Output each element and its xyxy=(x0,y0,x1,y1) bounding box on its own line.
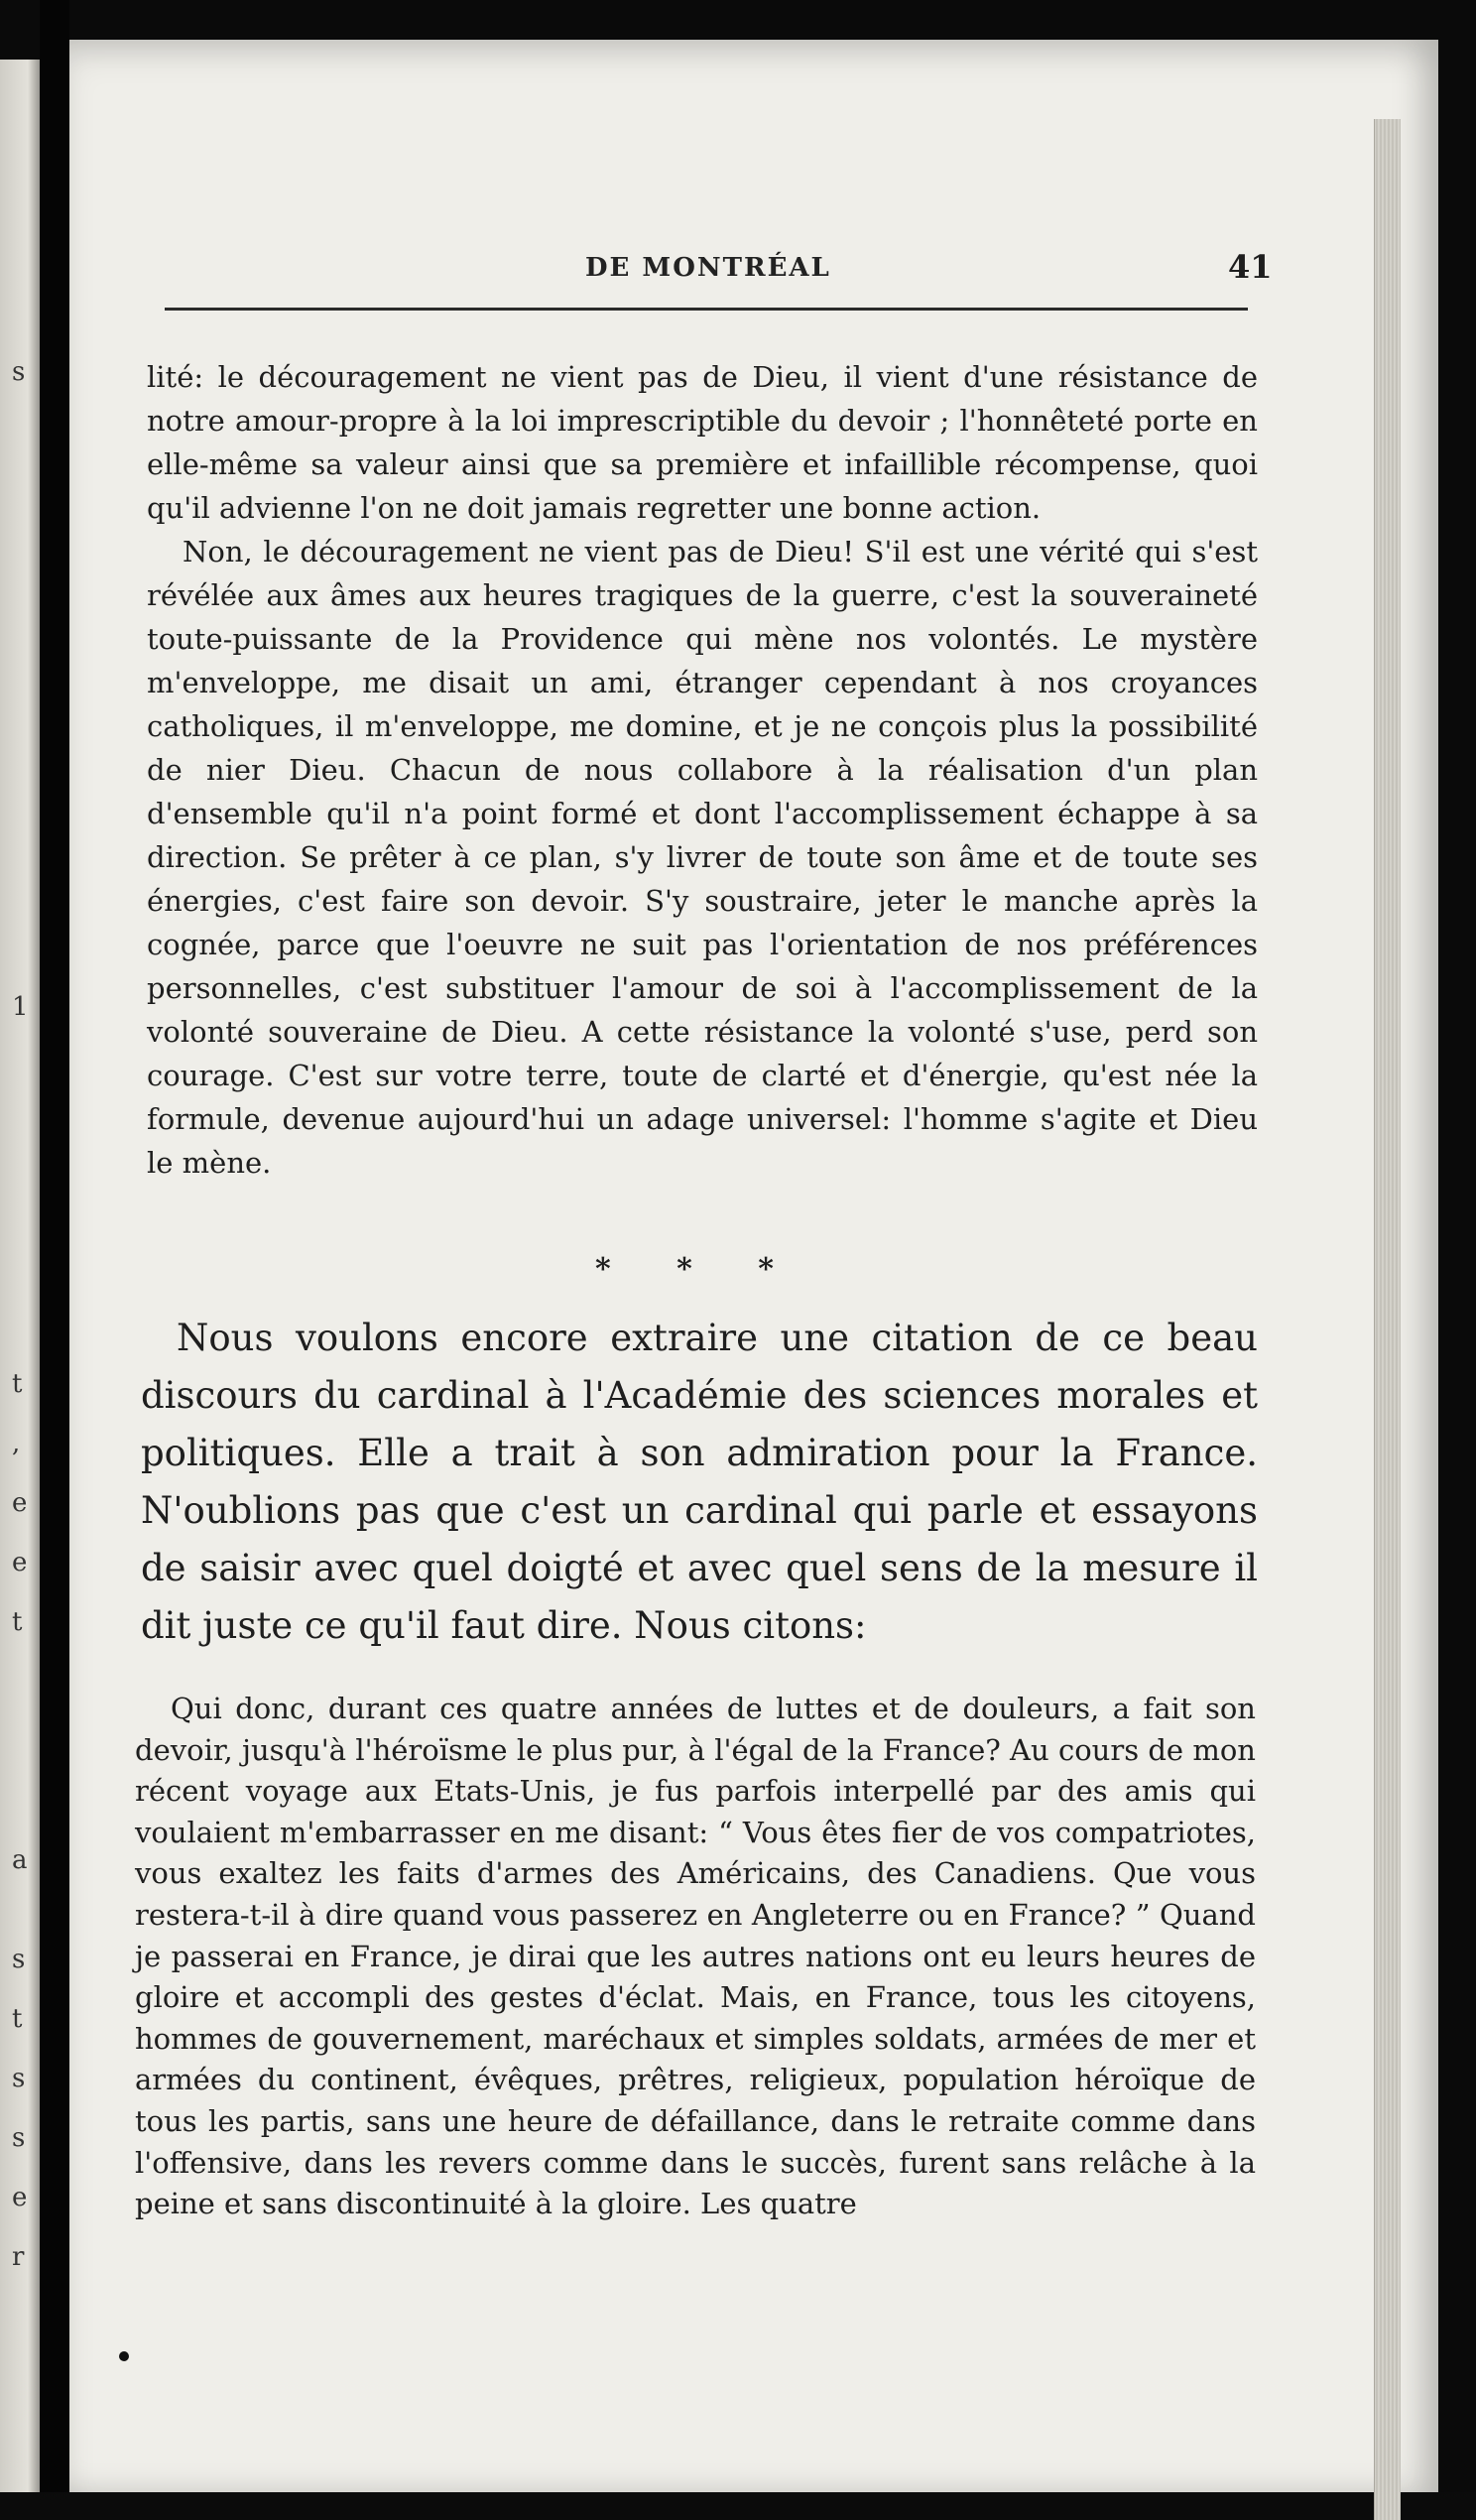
left-page-fragment: e xyxy=(12,1548,28,1577)
left-page-fragment: e xyxy=(12,2183,28,2212)
left-page-fragment: , xyxy=(12,1429,21,1458)
left-page-fragment: a xyxy=(12,1845,28,1875)
left-page-fragment: s xyxy=(12,357,26,387)
speech-excerpt xyxy=(147,355,1258,1185)
left-page-fragment: t xyxy=(12,2004,23,2034)
header-rule xyxy=(165,308,1248,311)
left-page-fragment: s xyxy=(12,2064,26,2093)
commentary-paragraph: Nous voulons encore extraire une citation de ce beau discours du cardinal à l'Académie des sciences morales et politiques. Elle a trait à son admiration pour la France. N'oublions pas que c'est un cardinal qui parle et essayons de saisir avec quel doigté et avec quel sens de la mesure il dit juste ce qu'il faut dire. Nous citons: xyxy=(141,1317,1258,1647)
left-page-fragment: 1 xyxy=(12,992,29,1022)
left-page-fragment: t xyxy=(12,1369,23,1399)
page-edge-stack xyxy=(1374,119,1401,2520)
paragraph: Non, le découragement ne vient pas de Dieu! S'il est une vérité qui s'est révélée aux âmes aux heures tragiques de la guerre, c'est la souveraineté toute-puissante de la Providence qui mène nos volontés. Le mystère m'enveloppe, me disait un ami, étranger cependant à nos croyances catholiques, il m'enveloppe, me domine, et je ne conçois plus la possibilité de nier Dieu. Chacun de nous collabore à la réalisation d'un plan d'ensemble qu'il n'a point formé et dont l'accomplissement échappe à sa direction. Se prêter à ce plan, s'y livrer de toute son âme et de toute ses énergies, c'est faire son devoir. S'y soustraire, jeter le manche après la cognée, parce que l'oeuvre ne suit pas l'orientation de nos préférences personnelles, c'est substituer l'amour de soi à l'accomplissement de la volonté souveraine de Dieu. A cette résistance la volonté s'use, perd son courage. C'est sur votre terre, toute de clarté et d'énergie, qu'est née la formule, devenue aujourd'hui un adage universel: l'homme s'agite et Dieu le mène. xyxy=(147,535,1258,1180)
paragraph-continued: lité: le découragement ne vient pas de Dieu, il vient d'une résistance de notre amour-propre à la loi imprescriptible du devoir ; l'honnêteté porte en elle-même sa valeur ainsi que sa première et infaillible récompense, quoi qu'il advienne l'on ne doit jamais regretter une bonne action. xyxy=(147,360,1258,525)
left-page-fragment: r xyxy=(12,2242,25,2272)
quotation-paragraph: Qui donc, durant ces quatre années de luttes et de douleurs, a fait son devoir, jusqu'à l'héroïsme le plus pur, à l'égal de la France? Au cours de mon récent voyage aux Etats-Unis, je fus parfois interpellé par des amis qui voulaient m'embarrasser en me disant: “ Vous êtes fier de vos compatriotes, vous exaltez les faits d'armes des Américains, des Canadiens. Que vous restera-t-il à dire quand vous passerez en Angleterre ou en France? ” Quand je passerai en France, je dirai que les autres nations ont eu leurs heures de gloire et accompli des gestes d'éclat. Mais, en France, tous les citoyens, hommes de gouvernement, maréchaux et simples soldats, armées de mer et armées du continent, évêques, prêtres, religieux, population héroïque de tous les partis, sans une heure de défaillance, dans le retraite comme dans l'offensive, dans les revers comme dans le succès, furent sans relâche à la peine et sans discontinuité à la gloire. Les quatre xyxy=(135,1692,1256,2221)
book-gutter xyxy=(40,0,69,2492)
running-head: DE MONTRÉAL xyxy=(585,253,831,283)
adjacent-page-edge xyxy=(0,60,40,2492)
book-page xyxy=(69,40,1438,2492)
left-page-fragment: s xyxy=(12,2123,26,2153)
page-number: 41 xyxy=(1228,248,1273,286)
left-page-fragment: t xyxy=(12,1607,23,1637)
section-separator: * * * xyxy=(595,1252,801,1287)
left-page-fragment: s xyxy=(12,1945,26,1974)
left-page-fragment: e xyxy=(12,1488,28,1518)
ink-speck xyxy=(119,2351,129,2361)
